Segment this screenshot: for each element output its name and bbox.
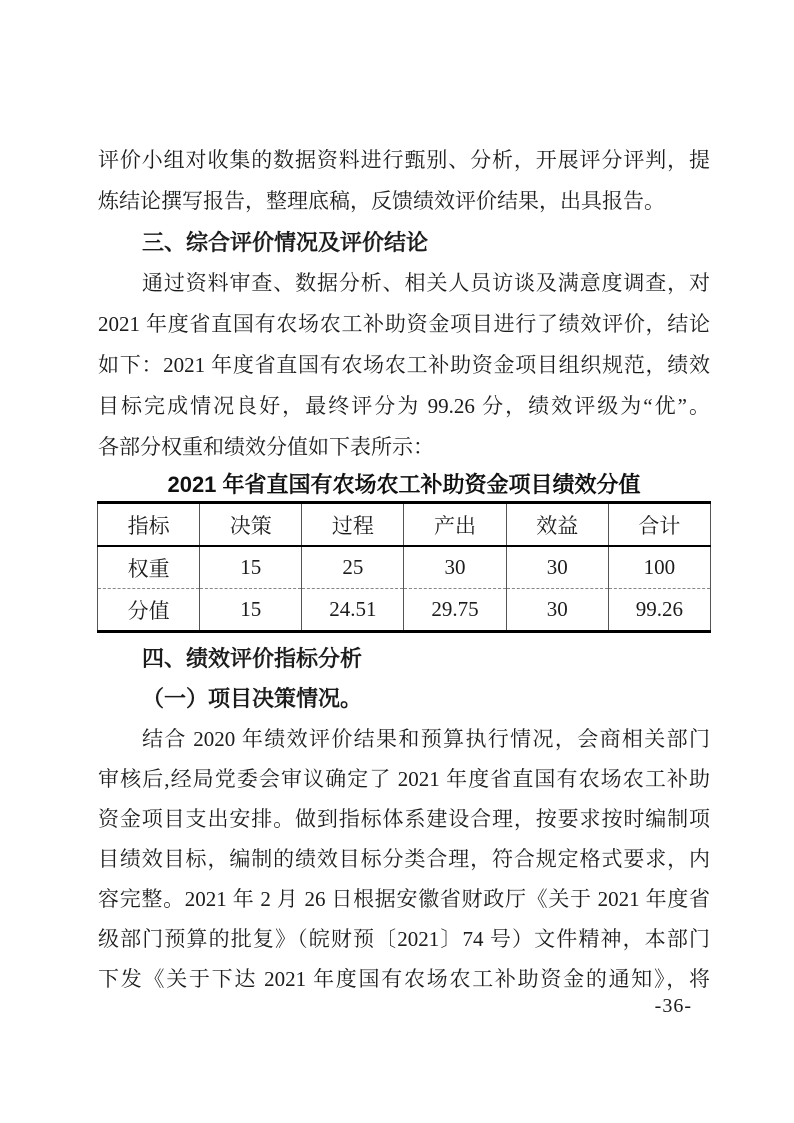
- section-heading: 三、综合评价情况及评价结论: [142, 230, 429, 255]
- body-line: 容完整。2021 年 2 月 26 日根据安徽省财政厅《关于 2021 年度省: [98, 887, 710, 911]
- table-header-cell: 合计: [608, 503, 710, 547]
- subsection-heading: （一）项目决策情况。: [142, 686, 363, 711]
- table-cell: 100: [608, 546, 710, 589]
- body-line: 审核后,经局党委会审议确定了 2021 年度省直国有农场农工补助: [98, 767, 710, 791]
- table-cell: 25: [302, 546, 404, 589]
- body-line: 目绩效目标，编制的绩效目标分类合理，符合规定格式要求，内: [98, 847, 710, 871]
- table-header-cell: 过程: [302, 503, 404, 547]
- table-cell: 分值: [98, 589, 200, 632]
- body-line: 各部分权重和绩效分值如下表所示：: [98, 435, 434, 459]
- table-title: 2021 年省直国有农场农工补助资金项目绩效分值: [167, 472, 641, 497]
- table-row: [98, 589, 711, 632]
- body-line: 评价小组对收集的数据资料进行甄别、分析，开展评分评判，提: [98, 148, 710, 172]
- score-table: [97, 501, 711, 633]
- body-line: 通过资料审查、数据分析、相关人员访谈及满意度调查，对: [142, 271, 710, 295]
- table-cell: 权重: [98, 546, 200, 589]
- body-line: 下发《关于下达 2021 年度国有农场农工补助资金的通知》，将: [98, 967, 710, 991]
- page-number: -36-: [654, 995, 692, 1017]
- table-cell: 24.51: [302, 589, 404, 632]
- table-cell: 29.75: [404, 589, 506, 632]
- table-header-cell: 效益: [506, 503, 608, 547]
- body-line: 炼结论撰写报告，整理底稿，反馈绩效评价结果，出具报告。: [98, 189, 665, 213]
- section-heading: 四、绩效评价指标分析: [142, 646, 363, 671]
- body-line: 目标完成情况良好，最终评分为 99.26 分，绩效评级为“优”。: [98, 394, 710, 418]
- body-line: 级部门预算的批复》（皖财预〔2021〕74 号）文件精神，本部门: [98, 927, 710, 951]
- document-content: [98, 140, 710, 999]
- table-cell: 30: [506, 589, 608, 632]
- table-header-cell: 产出: [404, 503, 506, 547]
- table-header-cell: 指标: [98, 503, 200, 547]
- paragraphs-before-table: [98, 140, 710, 468]
- table-cell: 30: [506, 546, 608, 589]
- body-line: 如下：2021 年度省直国有农场农工补助资金项目组织规范，绩效: [98, 353, 710, 377]
- body-line: 结合 2020 年绩效评价结果和预算执行情况，会商相关部门: [142, 727, 710, 751]
- score-table-body: [98, 546, 711, 632]
- table-cell: 30: [404, 546, 506, 589]
- table-cell: 99.26: [608, 589, 710, 632]
- table-cell: 15: [200, 546, 302, 589]
- table-cell: 15: [200, 589, 302, 632]
- paragraphs-after-table: [98, 639, 710, 999]
- body-line: 2021 年度省直国有农场农工补助资金项目进行了绩效评价，结论: [98, 312, 710, 336]
- table-row: [98, 546, 711, 589]
- table-header-row: [98, 503, 711, 547]
- score-table-head: [98, 503, 711, 547]
- body-line: 资金项目支出安排。做到指标体系建设合理，按要求按时编制项: [98, 807, 710, 831]
- table-header-cell: 决策: [200, 503, 302, 547]
